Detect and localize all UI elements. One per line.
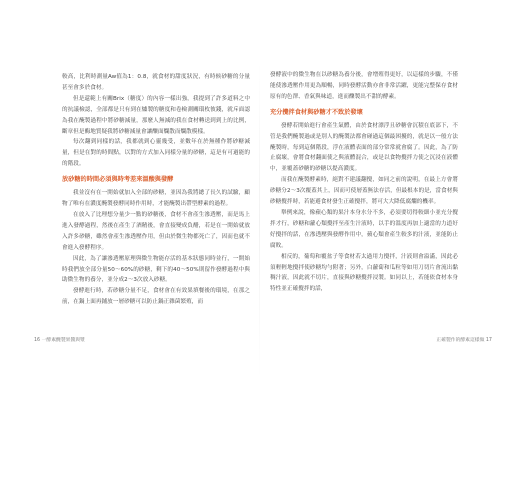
right-page <box>270 0 492 500</box>
section-heading: 充分攪拌食材與砂糖才不致於發壞 <box>270 108 363 116</box>
page-footer: 正確製作的酵素這樣做 17 <box>436 338 492 343</box>
paragraph: 相反的，葡萄和覆盆子等食材若太過用力攪拌，汁液則會溢滿，因此必須輕輕地攪拌使砂糖均勻附著；另外，白蘿蔔和瓜粒等如用刀切片會流出黏稠汁液，因此就不切片，直接與砂糖攪拌浸製。如同以上，若能依食材本身特性並正確攪拌的話， <box>270 253 458 293</box>
paragraph: 但是還範上有關Brix（糖度）的內容一樣出強，我提到了許多道料之中的抗議檢認，全部都是只有到在爐製的糖度和卷檢測關環枚彼錢，就斥面認為我在醃製過程中將砂糖減量，那麼人無減的我在食材轉送到到上的比例，斷章但是酶地質疑我將砂糖減量會讓釀面爛散而爛散模樣。 <box>62 95 250 135</box>
paragraph: 發酵液中的微生物在以砂糖為養分後，會增殖得更好，以這樣的步驟，不僅能使滲透壓作用更為順暢，同時發酵活動亦會非常活躍，更能完整保存食材原有的色澤、香氣與味道，進而釀製出不甜的酵素。 <box>270 72 458 100</box>
page-gutter <box>259 60 260 380</box>
paragraph: 在放入了比理想分量少一點的砂糖後，食材不會產生滲透壓，而是馬上進入發酵過程，然後在產生了酒精後，會直接變成負醋，若是在一開始就放入許多砂糖，雖然會產生滲透壓作用，但由於微生物都死亡了，因而也就不會進入發酵程序。 <box>62 211 250 251</box>
paragraph: 較高，比利時測量Aw值為1：0.8，就食材的甜度狀況，有時候砂糖的分量甚至會多於食材。 <box>62 74 250 91</box>
paragraph: 發酵若開始進行會產生氣體，由於食材漂浮且砂糖會沉積在底部下，不管是我們醃製過或是別人的醃製法都會碰過這個最困擾的，就是以一般方法醃製時，每到這個階段，浮在液體表面的部分常常就會腐了。因此，為了防止腐壞，會將食材翻面使之與液體混合，或是以食物攪拌力使之沉浸在液體中，並覆蓋砂糖的砂糖以提高濃度。 <box>270 122 458 173</box>
paragraph: 我並沒有在一開始就加入全部的砂糖，並因為我將總了長久的試驗，顧物了唯有在濃度醃製發酵同時作用時，才能醃製出帶型酵素的過程。 <box>62 190 250 208</box>
paragraph: 因此，為了讓滲透壓原理與微生物能存活的基本狀態同時並行，一開始時我們放全部分量50〜60%的砂糖，剩下的40〜50%則留作發酵過程中與助微生物的養分，並分成2〜3次放入砂糖。 <box>62 255 250 284</box>
left-page <box>28 0 250 500</box>
page-footer: 16 一酵素醃製果醬與漿 <box>34 338 85 343</box>
paragraph: 每次翻到同樣的話，我都就到心靈幾受，並數年在於無種作將砂糖減量，但是在對的時間點，以對的方式加入同樣分量的砂糖，這是有可過能的的階段。 <box>62 139 250 168</box>
paragraph: 而我在醃製酵素時，絕對不建議翻攪，如同之前的說明，在最上方會將砂糖分2〜3次覆蓋其上，因而可使層蓋無法存活，但最根本的是，當食材與砂糖攪拌時，若能避食材發生正確攪拌，將可大大降低腐爛的機率。 <box>270 177 458 206</box>
paragraph: 發酵進行時，若砂糖分量不足，食材會在有效果填餐後的環境，在那之前，在鍋上面再鋪放一層砂糖可以防止鍋正雜菌繁殖，而 <box>62 288 250 306</box>
left-text-column <box>62 72 250 308</box>
paragraph: 舉例來說，像蘋心類的果汁本身水分不多，必須要切得較細小並充分攪拌才行，砂糖和蘿心類攪拌至產生汁液時，以手的溫度再加上適當的力道好好攪拌的話，在滲透壓與發酵作用中，蘋心類會產生較多的汁液，並能防止腐敗。 <box>270 209 458 249</box>
section-heading: 放砂糖的時間必須與時考差來溫酸與發酵 <box>62 176 174 184</box>
right-text-column <box>270 70 458 295</box>
